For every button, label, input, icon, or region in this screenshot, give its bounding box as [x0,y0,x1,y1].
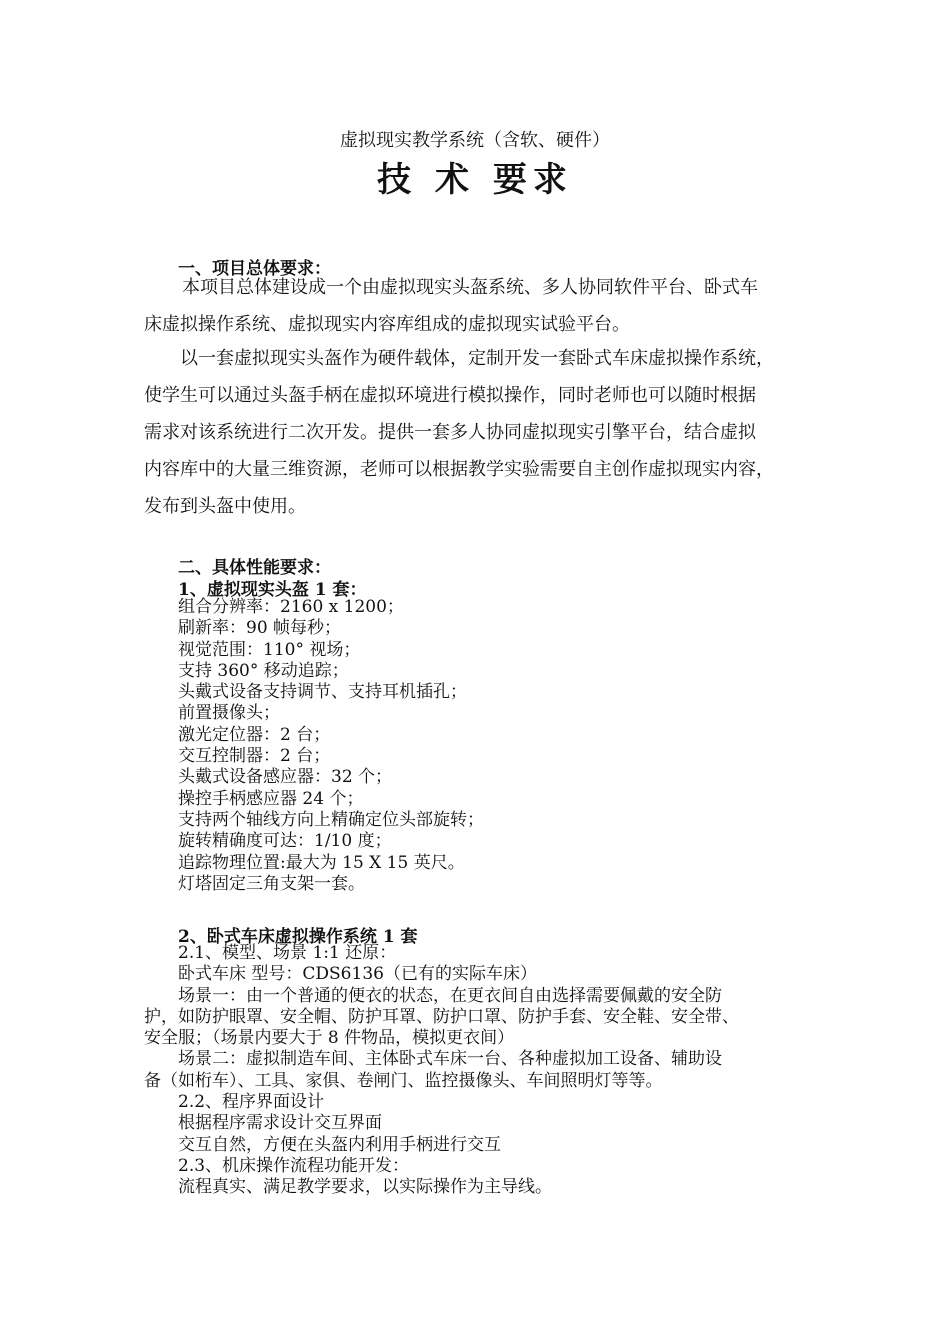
section1-paragraph-2 [144,340,824,525]
paragraph-line: 发布到头盔中使用。 [144,496,306,517]
spec-item: 支持 360° 移动追踪； [178,660,349,681]
paragraph-line: 内容库中的大量三维资源，老师可以根据教学实验需要自主创作虚拟现实内容， [144,459,774,480]
item2-line: 2.2、程序界面设计 [178,1092,325,1113]
section1-paragraph-1 [144,269,824,343]
item2-line: 卧式车床 型号：CDS6136（已有的实际车床） [178,964,537,985]
item1-spec-list [178,597,484,895]
spec-item: 激光定位器：2 台； [178,724,331,745]
item1-heading: 1、虚拟现实头盔 1 套： [178,580,367,600]
spec-item: 组合分辨率：2160 x 1200； [178,597,404,617]
spec-item: 前置摄像头； [178,703,280,724]
item2-line: 流程真实、满足教学要求，以实际操作为主导线。 [178,1177,552,1198]
spec-item: 灯塔固定三角支架一套。 [178,873,365,894]
spec-item: 视觉范围：110° 视场； [178,639,361,660]
spec-item: 刷新率：90 帧每秒； [178,618,342,639]
spec-item: 头戴式设备感应器：32 个； [178,767,393,788]
paragraph-line: 本项目总体建设成一个由虚拟现实头盔系统、多人协同软件平台、卧式车 [182,277,758,298]
document-subtitle: 虚拟现实教学系统（含软、硬件） [340,130,610,151]
item2-line: 安全服；（场景内要大于 8 件物品，模拟更衣间） [144,1028,515,1049]
spec-item: 追踪物理位置:最大为 15 X 15 英尺。 [178,852,465,873]
item2-line: 护，如防护眼罩、安全帽、防护耳罩、防护口罩、防护手套、安全鞋、安全带、 [144,1006,739,1027]
item2-heading: 2、卧式车床虚拟操作系统 1 套 [178,927,418,947]
spec-item: 操控手柄感应器 24 个； [178,788,364,809]
paragraph-line: 使学生可以通过头盔手柄在虚拟环境进行模拟操作，同时老师也可以随时根据 [144,385,756,406]
item2-line: 交互自然，方便在头盔内利用手柄进行交互 [178,1134,501,1155]
spec-item: 旋转精确度可达：1/10 度； [178,831,392,852]
spec-item: 交互控制器：2 台； [178,746,331,767]
document-title: 技 术 要求 [377,160,573,200]
item2-body [144,943,834,1199]
paragraph-line: 需求对该系统进行二次开发。提供一套多人协同虚拟现实引擎平台，结合虚拟 [144,422,756,443]
paragraph-line: 床虚拟操作系统、虚拟现实内容库组成的虚拟现实试验平台。 [144,314,630,335]
item2-line: 根据程序需求设计交互界面 [178,1113,382,1134]
item2-line: 场景二：虚拟制造车间、主体卧式车床一台、各种虚拟加工设备、辅助设 [178,1049,722,1070]
item2-line: 2.3、机床操作流程功能开发： [178,1155,410,1176]
paragraph-line: 以一套虚拟现实头盔作为硬件载体，定制开发一套卧式车床虚拟操作系统， [180,348,774,369]
item2-line: 场景一：由一个普通的便衣的状态，在更衣间自由选择需要佩戴的安全防 [178,985,722,1006]
item2-line: 备（如桁车）、工具、家俱、卷闸门、监控摄像头、车间照明灯等等。 [144,1070,663,1091]
section2-heading: 二、具体性能要求： [178,558,331,578]
item2-line: 2.1、模型、场景 1:1 还原： [178,943,397,963]
section1-heading: 一、项目总体要求： [178,259,331,279]
spec-item: 支持两个轴线方向上精确定位头部旋转； [178,809,484,830]
spec-item: 头戴式设备支持调节、支持耳机插孔； [178,682,467,703]
